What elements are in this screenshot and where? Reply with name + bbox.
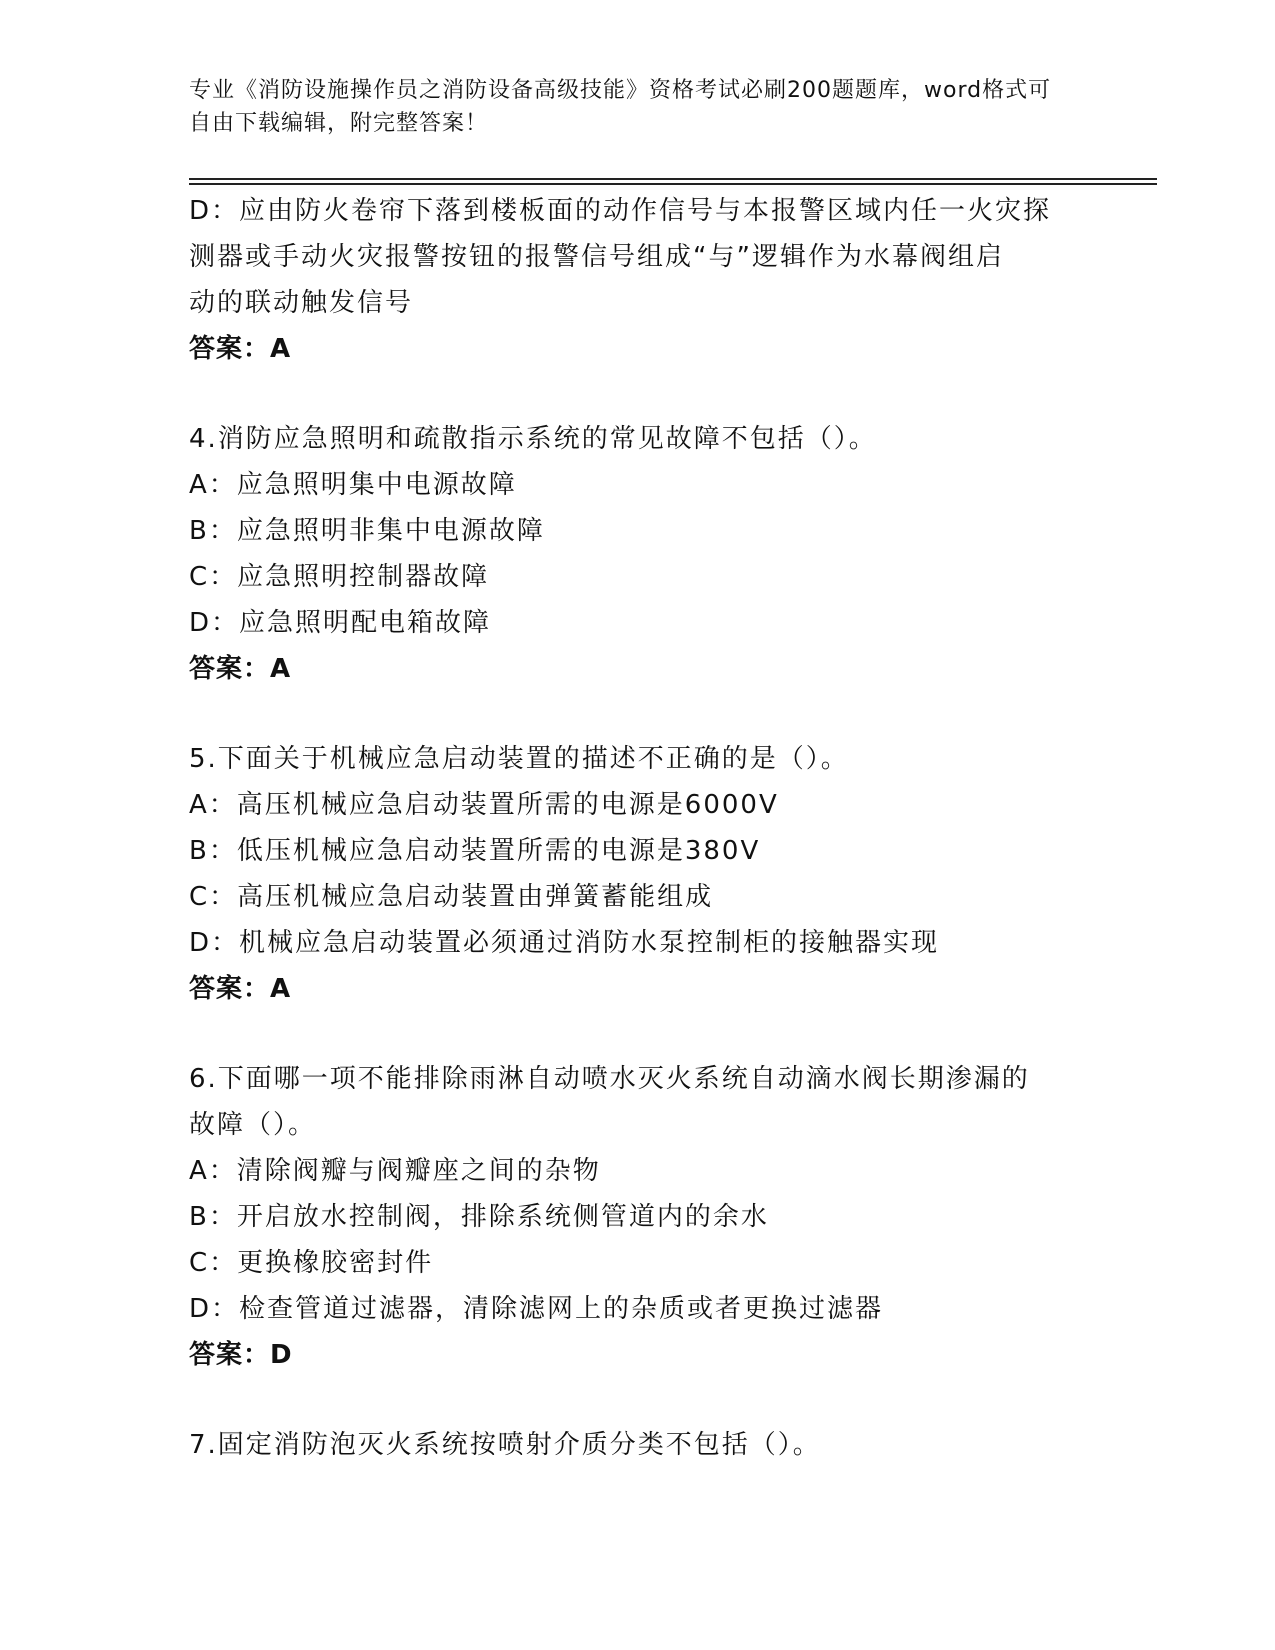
continued-question [189,188,1089,372]
option-b: B：开启放水控制阀，排除系统侧管道内的余水 [189,1202,769,1232]
option-d-line: 动的联动触发信号 [189,288,414,318]
option-b: B：低压机械应急启动装置所需的电源是380V [189,836,761,866]
header-divider-top [189,178,1157,180]
option-d-line: D：应由防火卷帘下落到楼板面的动作信号与本报警区域内任一火灾探 [189,196,1052,226]
option-d: D：检查管道过滤器，清除滤网上的杂质或者更换过滤器 [189,1294,884,1324]
question-stem-continued: 故障（）。 [189,1110,317,1140]
question-5 [189,736,1089,1012]
option-d: D：机械应急启动装置必须通过消防水泵控制柜的接触器实现 [189,928,940,958]
question-4 [189,416,1089,692]
question-stem: 5.下面关于机械应急启动装置的描述不正确的是（）。 [189,744,849,774]
header-divider-bottom [189,183,1157,185]
document-header: 专业《消防设施操作员之消防设备高级技能》资格考试必刷200题题库，word格式可自由下载编辑，附完整答案！ [189,78,1052,136]
question-6 [189,1056,1089,1378]
option-c: C：更换橡胶密封件 [189,1248,434,1278]
question-stem: 4.消防应急照明和疏散指示系统的常见故障不包括（）。 [189,424,877,454]
exam-content [189,188,1089,1468]
option-c: C：高压机械应急启动装置由弹簧蓄能组成 [189,882,714,912]
question-stem: 6.下面哪一项不能排除雨淋自动喷水灭火系统自动滴水阀长期渗漏的 [189,1064,1030,1094]
option-a: A：应急照明集中电源故障 [189,470,517,500]
answer-line: 答案：A [189,654,292,684]
answer-line: 答案：D [189,1340,293,1370]
option-a: A：清除阀瓣与阀瓣座之间的杂物 [189,1156,601,1186]
question-7 [189,1422,1089,1468]
answer-line: 答案：A [189,334,292,364]
answer-line: 答案：A [189,974,292,1004]
option-d-line: 测器或手动火灾报警按钮的报警信号组成“与”逻辑作为水幕阀组启 [189,242,1004,272]
option-a: A：高压机械应急启动装置所需的电源是6000V [189,790,779,820]
question-stem: 7.固定消防泡灭火系统按喷射介质分类不包括（）。 [189,1430,821,1460]
option-b: B：应急照明非集中电源故障 [189,516,545,546]
option-d: D：应急照明配电箱故障 [189,608,492,638]
option-c: C：应急照明控制器故障 [189,562,490,592]
